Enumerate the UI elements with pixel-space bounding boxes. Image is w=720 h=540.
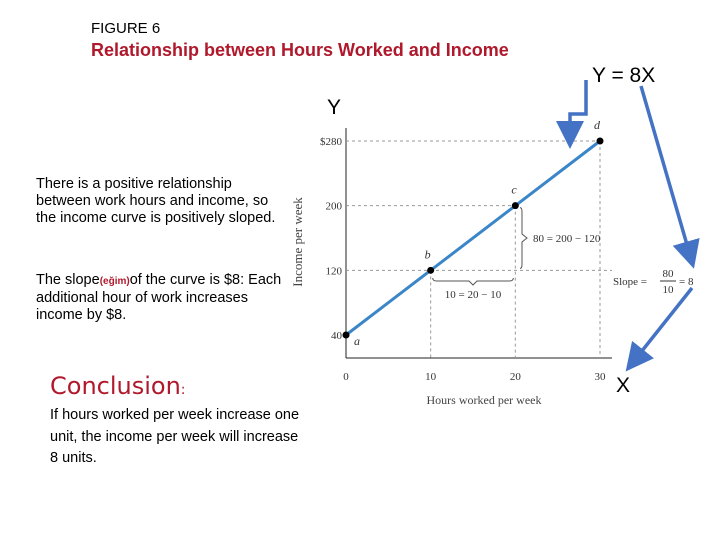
slope-numerator: 80 <box>662 268 674 280</box>
point-b <box>427 267 434 274</box>
figure-label: FIGURE 6 <box>91 20 161 37</box>
horizontal-change-label: 10 = 20 − 10 <box>444 289 502 301</box>
point-label-b: b <box>424 247 431 262</box>
arrow-to-curve <box>570 80 586 142</box>
chart-annotations <box>433 208 694 301</box>
vertical-change-bracket <box>520 208 527 269</box>
slope-text-after: of the curve is $8: Each additional hour of work increases income by $8. <box>36 272 282 323</box>
x-tick-label: 0 <box>343 371 349 383</box>
conclusion-title-text: Conclusion <box>50 372 181 400</box>
point-d <box>597 138 604 145</box>
arrow-to-slope <box>641 86 692 262</box>
slope-translation-note: (eğim) <box>99 276 130 287</box>
equation-label: Y = 8X <box>592 64 656 87</box>
conclusion-body: If hours worked per week increase one unit, the income per week will increase 8 units. <box>50 407 300 466</box>
slope-text-before: The slope <box>36 272 100 288</box>
point-label-d: d <box>594 118 600 132</box>
equation-arrows <box>570 80 692 366</box>
y-tick-label: 200 <box>325 200 342 213</box>
point-label-c: c <box>511 182 517 197</box>
slope-denominator: 10 <box>662 284 674 296</box>
horizontal-change-bracket <box>433 278 514 285</box>
x-letter: X <box>616 374 631 397</box>
y-tick-label: 120 <box>325 265 342 278</box>
x-tick-label: 10 <box>425 371 437 383</box>
y-tick-label: $280 <box>320 136 342 148</box>
slope-result: = 8 <box>679 276 694 288</box>
point-label-a: a <box>354 334 360 348</box>
chart-tick-labels <box>320 136 606 383</box>
y-tick-label: 40 <box>331 330 342 342</box>
slope-prefix: Slope = <box>613 276 648 288</box>
point-c <box>512 202 519 209</box>
arrow-to-x <box>630 288 692 366</box>
point-a <box>343 332 350 339</box>
x-tick-label: 20 <box>509 371 521 383</box>
conclusion-colon: : <box>180 382 186 398</box>
chart-guides <box>346 141 612 358</box>
figure-title: Relationship between Hours Worked and Income <box>91 40 509 60</box>
x-tick-label: 30 <box>594 371 606 383</box>
y-letter: Y <box>327 96 342 119</box>
y-axis-label: Income per week <box>290 197 305 287</box>
description-text: There is a positive relationship between work hours and income, so the income curve is positively sloped. <box>36 176 276 226</box>
x-axis-label: Hours worked per week <box>426 393 542 407</box>
vertical-change-label: 80 = 200 − 120 <box>533 233 601 245</box>
